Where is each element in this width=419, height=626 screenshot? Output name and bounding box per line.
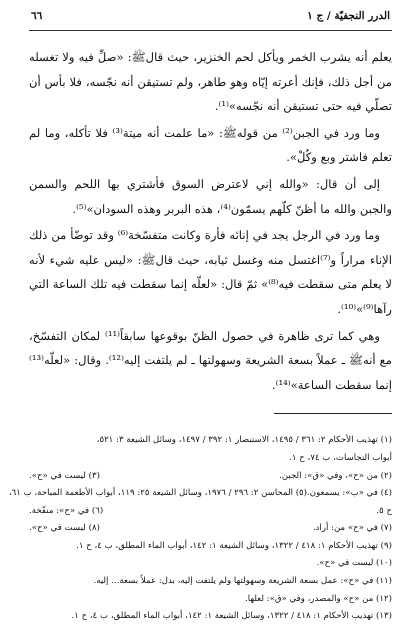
footnote: (٢) من «ح»، وفي «ق»: الجبن. [279, 470, 392, 481]
footnote-line: (١٢) من «ح» والمصدر، وفي «ق»: لعلها. [245, 593, 392, 604]
page-header [29, 10, 392, 31]
footnote: (٦) في «ح»: منفّخة. [29, 505, 104, 516]
footnote-line: (١١) في «ح»: عمل بسعة الشريعة وسهولتها ولم يلتفت إليه، بدل: عملاً بسعة... إليه. [93, 576, 392, 587]
footnote-line: (٩) تهذيب الأحكام ١: ٤١٨ / ١٣٢٢، وسائل الشيعة ١: ١٤٢، أبواب الماء المطلق، ب ٤، ح ١. [76, 540, 392, 551]
paragraph: وما ورد في الجبن⁽²⁾ من قولهﷺ: «ما علمت أنه ميتة⁽³⁾ فلا تأكله، وما لم تعلم فاشتر وبع وكُلْ». [29, 125, 392, 165]
footnote-line: أبواب النجاسات، ب ٧٤، ح ١. [289, 452, 392, 463]
footnote: (٣) ليست في «ح». [29, 470, 100, 481]
footnote-line: (١٣) تهذيب الأحكام ١: ٤١٨ / ١٣٢٢، وسائل الشيعة ١: ١٤٢، أبواب الماء المطلق، ب ٤، ح ١. [71, 611, 392, 622]
paragraph: وهي كما ترى ظاهرة في حصول الظنّ بوقوعها سابقاً⁽¹¹⁾ لمكان التفسّخ، مع أنهﷺ ـ عملاً بسعة الشريعة وسهولتها ـ لم يلتفت إليه⁽¹²⁾. وقال: «لعلّه⁽¹³⁾ إنما سقطت الساعة»⁽¹⁴⁾. [29, 328, 392, 392]
paragraph: إلى أن قال: «والله إني لاعترض السوق فأشتري بها اللحم والسمن والجبن والله ما أظنّ كلّهم يسمّون⁽⁴⁾، هذه البربر وهذه السودان»⁽⁵⁾. [29, 176, 392, 216]
footnote: (٧) في «ح» من: أراد. [312, 523, 392, 534]
footnote: (٤) في «ب»: يسمعون. [307, 488, 392, 499]
footnote-separator [274, 413, 392, 414]
footnote: ح ٥. [376, 505, 392, 516]
main-text [29, 45, 392, 397]
paragraph: وما ورد في الرجل يجد في إنائه فأرة وكانت متفسّخة⁽⁶⁾ وقد توضّأ من ذلك الإناء مراراً و⁽⁷⁾اغتسل منه وغسل ثيابه، حيث قالﷺ: «ليس عليه شيء لأنه لا يعلم متى سقطت فيه⁽⁸⁾» ثمّ قال: «لعلّه إنما سقطت فيه تلك الساعة التي رآها⁽⁹⁾»⁽¹⁰⁾. [29, 228, 392, 316]
page-number: ٦٦ [31, 10, 43, 22]
footnote: (٥) المحاسن ٢: ٢٩٦ / ١٩٧٦، وسائل الشيعة ٢٥: ١١٩، أبواب الأطعمة المباحة، ب ٦١، [8, 488, 308, 499]
running-title: الدرر النجفيّة / ج ١ [307, 10, 390, 22]
footnote-line: (١٠) ليست في «ح». [316, 558, 392, 569]
footnote-row [29, 468, 392, 486]
footnotes [8, 432, 392, 626]
footnote-row [29, 503, 392, 521]
footnote-row [8, 485, 392, 503]
paragraph: يعلم أنه يشرب الخمر ويأكل لحم الخنزير، حيث قالﷺ: «صلِّ فيه ولا تغسله من أجل ذلك، فإنك أعرته إيّاه وهو طاهر، ولم تستيقن أنه نجّسه، فلا بأس أن تصلّي فيه حتى تستيقن أنه نجّسه»⁽¹⁾. [29, 50, 392, 114]
footnote: (٨) ليست في «ح». [29, 523, 100, 534]
footnote-line: (١) تهذيب الأحكام ٢: ٣٦١ / ١٤٩٥، الاستبصار ١: ٣٩٢ / ١٤٩٧، وسائل الشيعة ٣: ٥٢١، [96, 435, 392, 446]
footnote-row [29, 520, 392, 538]
